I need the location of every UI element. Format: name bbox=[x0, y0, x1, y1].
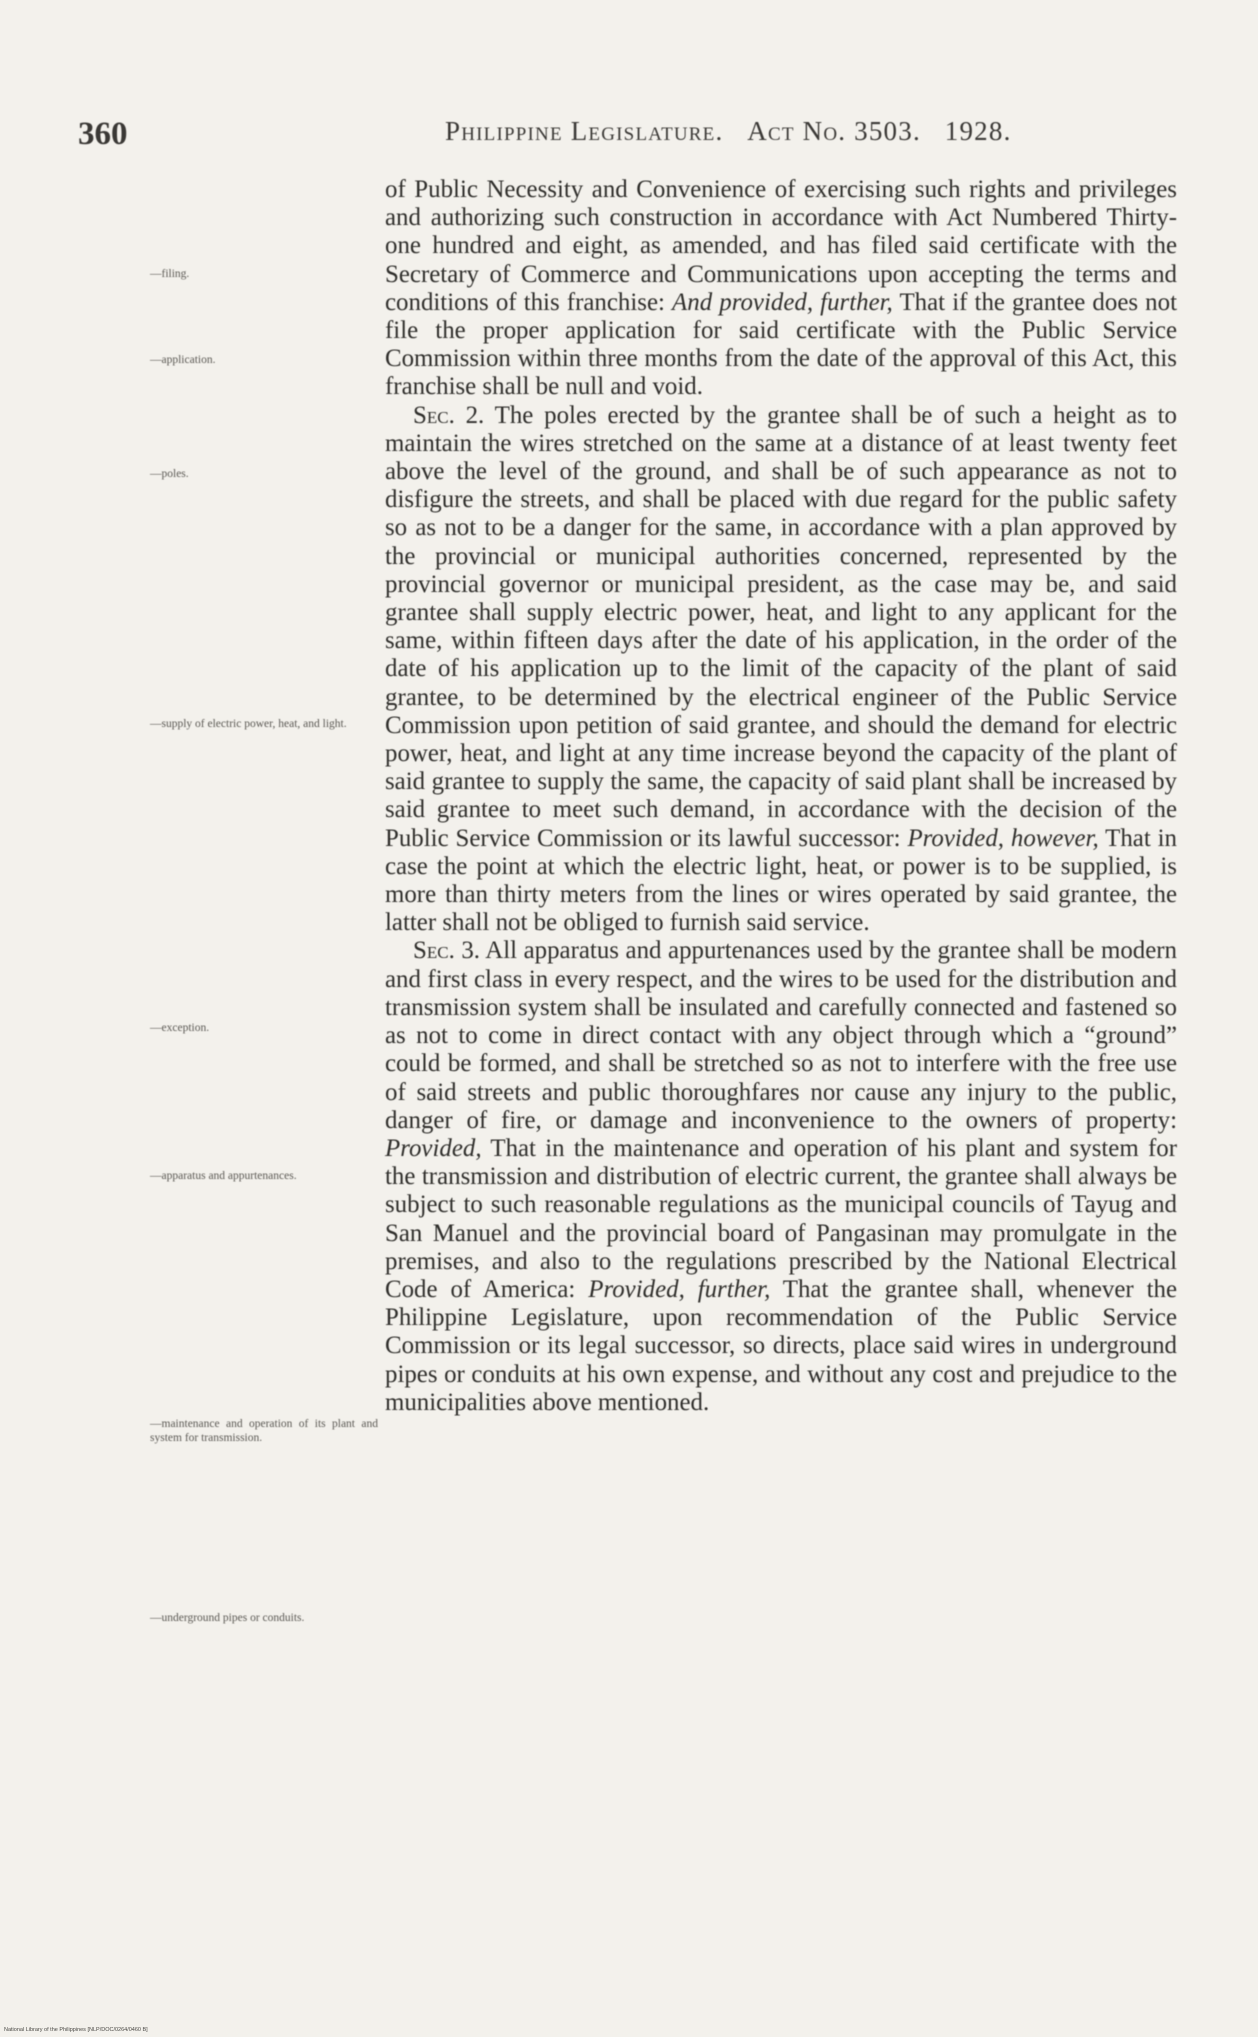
running-head-act: Act No. 3503. bbox=[747, 116, 921, 146]
margin-note-filing: —filing. bbox=[150, 268, 190, 280]
page-number: 360 bbox=[78, 116, 128, 152]
margin-note-exception: —exception. bbox=[150, 1022, 210, 1034]
section-label: Sec. 2. bbox=[413, 401, 485, 429]
scan-footer: National Library of the Philippines [NLP/DOC/0264/0460 B] bbox=[4, 2027, 148, 2033]
section-label: Sec. 3. bbox=[413, 937, 481, 965]
body-text bbox=[385, 176, 1177, 1417]
paragraph-continuation bbox=[385, 176, 1177, 402]
margin-note-application: —application. bbox=[150, 354, 216, 366]
proviso-italic: Provided, further, bbox=[588, 1275, 771, 1303]
paragraph-text: That if the grantee does not file the proper application for said certificate with the Public Service Commission within three months from the date of the approval of this Act, this franchise shall be null and void. bbox=[385, 288, 1177, 401]
margin-note-underground: —underground pipes or conduits. bbox=[150, 1612, 305, 1624]
section-2-paragraph bbox=[385, 402, 1177, 938]
running-head-legislature: Philippine Legislature. bbox=[445, 116, 724, 146]
section-3-paragraph bbox=[385, 937, 1177, 1416]
paragraph-text: The poles erected by the grantee shall be of such a height as to maintain the wires stretched on the same at a distance of at least twenty feet above the level of the ground, and shall be of such appearance as not to disfigure the streets, and shall be placed with due regard for the public safety so as not to be a danger for the same, in accordance with a plan approved by the provincial or municipal authorities concerned, represented by the provincial governor or municipal president, as the case may be, and said grantee shall supply electric power, heat, and light to any applicant for the same, within fifteen days after the date of his application, in the order of the date of his application up to the limit of the capacity of the plant of said grantee, to be determined by the electrical engineer of the Public Service Commission upon petition of said grantee, and should the demand for electric power, heat, and light at any time increase beyond the capacity of the plant of said grantee to supply the same, the capacity of said plant shall be increased by said grantee to meet such demand, in accordance with the decision of the Public Service Commission or its lawful successor: bbox=[385, 401, 1177, 852]
paragraph-text: of Public Necessity and Convenience of exercising such rights and privileges and authorizing such construction in accordance with Act Numbered Thirty-one hundred and eight, as amended, and has filed said certificate with the Secretary of Commerce and Communications upon accepting the terms and conditions of this franchise: bbox=[385, 176, 1177, 316]
paragraph-text: That the grantee shall, whenever the Philippine Legislature, upon recommendation of the Public Service Commission or its legal successor, so directs, place said wires in underground pipes or conduits at his own expense, and without any cost and prejudice to the municipalities above mentioned. bbox=[385, 1275, 1177, 1416]
paragraph-text: All apparatus and appurtenances used by the grantee shall be modern and first class in every respect, and the wires to be used for the distribution and transmission system shall be insulated and carefully connected and fastened so as not to come in direct contact with any object through which a “ground” could be formed, and shall be stretched so as not to interfere with the free use of said streets and public thoroughfares nor cause any injury to the public, danger of fire, or damage and inconvenience to the owners of property: bbox=[385, 937, 1177, 1134]
paragraph-text: That in case the point at which the electric light, heat, or power is to be supplied, is more than thirty meters from the lines or wires operated by said grantee, the latter shall not be obliged to furnish said service. bbox=[385, 824, 1177, 937]
margin-note-apparatus: —apparatus and appurtenances. bbox=[150, 1170, 297, 1182]
proviso-italic: And provided, further, bbox=[672, 288, 893, 316]
paragraph-text: That in the maintenance and operation of his plant and system for the transmission and distribution of electric current, the grantee shall always be subject to such reasonable regulations as the municipal councils of Tayug and San Manuel and the provincial board of Pangasinan may promulgate in the premises, and also to the regulations prescribed by the National Electrical Code of America: bbox=[385, 1134, 1177, 1303]
margin-note-poles: —poles. bbox=[150, 468, 189, 480]
proviso-italic: Provided, bbox=[385, 1134, 482, 1162]
margin-note-supply: —supply of electric power, heat, and light. bbox=[150, 718, 347, 730]
running-head-year: 1928. bbox=[944, 116, 1012, 146]
proviso-italic: Provided, however, bbox=[907, 824, 1099, 852]
margin-note-maintenance: —maintenance and operation of its plant and system for transmission. bbox=[150, 1418, 378, 1444]
running-head bbox=[445, 116, 1012, 147]
